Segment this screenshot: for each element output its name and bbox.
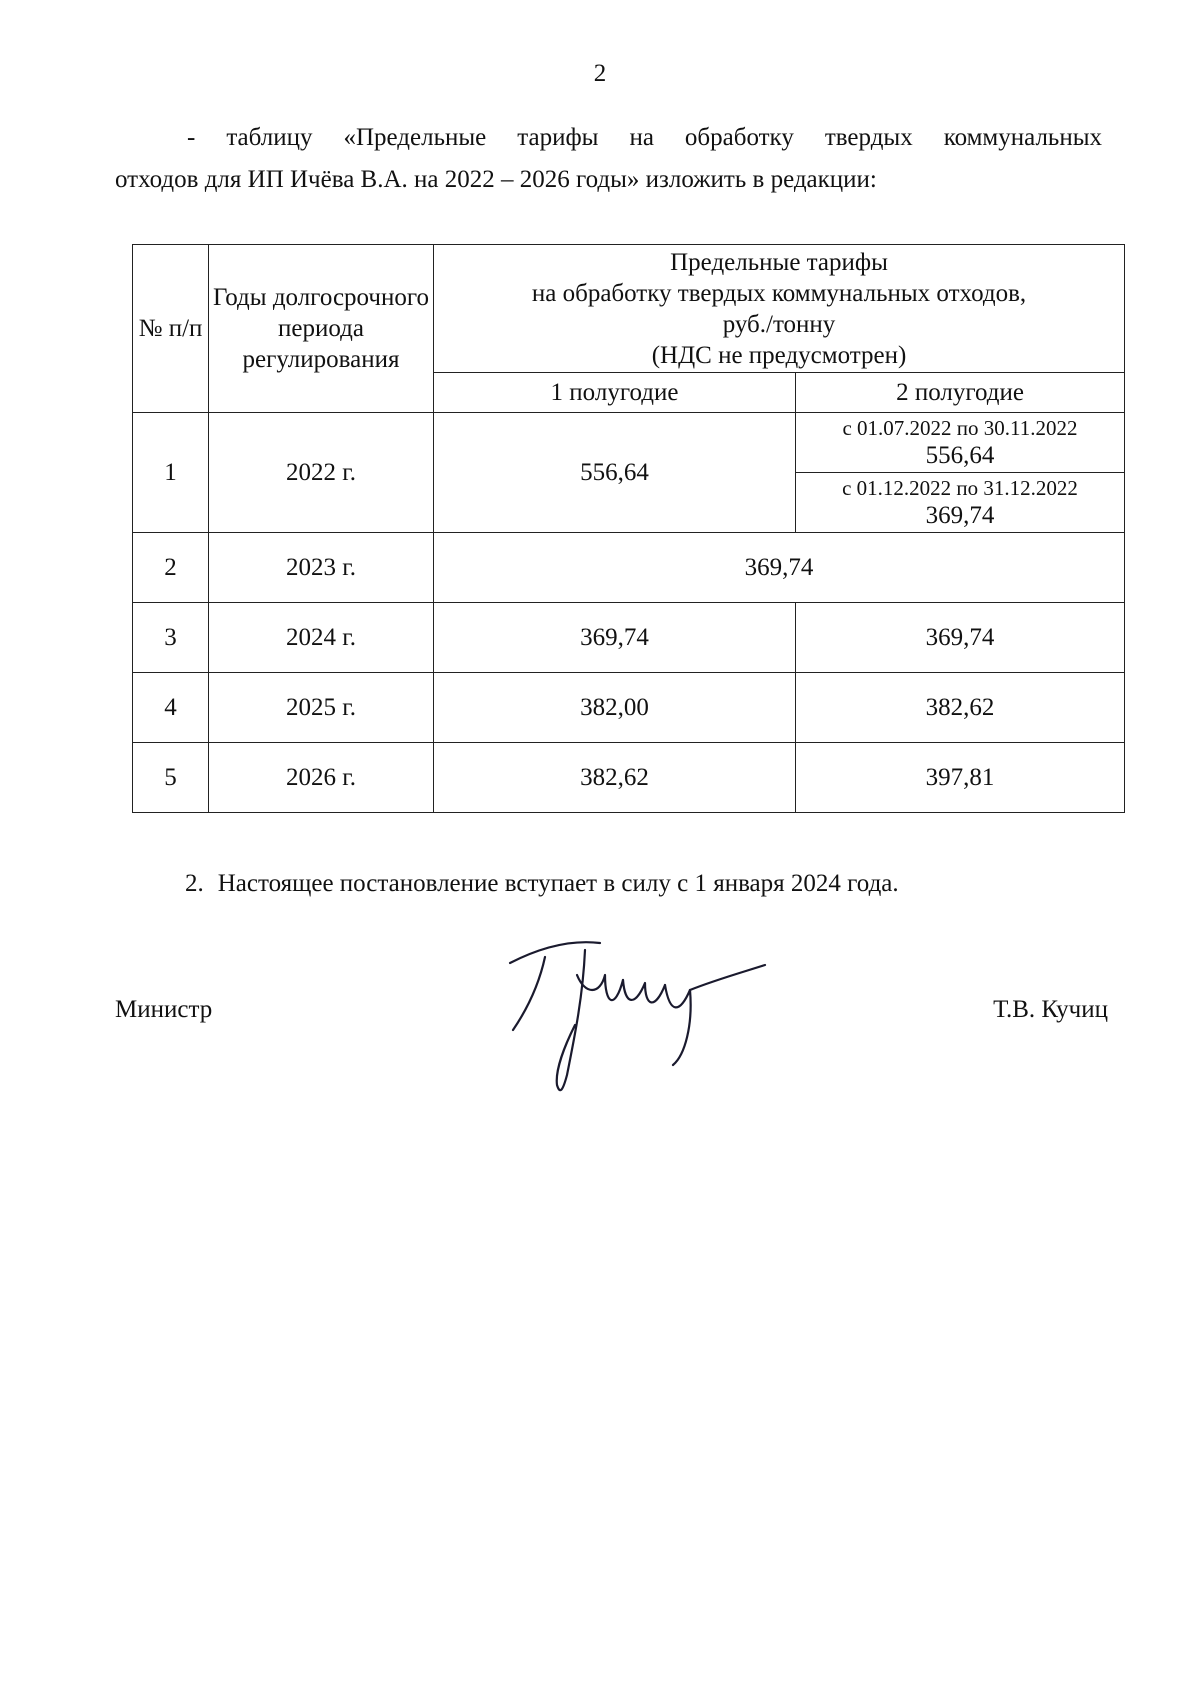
table-row	[133, 603, 1125, 673]
cell-num: 5	[133, 743, 209, 813]
signatory-name: Т.В. Кучиц	[993, 996, 1108, 1023]
header-num: № п/п	[133, 245, 209, 413]
intro-line-1: - таблицу «Предельные тарифы на обработку твердых коммунальных	[187, 124, 1102, 151]
table-header-row	[133, 245, 1125, 373]
handwritten-signature	[505, 935, 805, 1095]
header-tariffs-line-4: (НДС не предусмотрен)	[651, 341, 907, 369]
period-2-value: 369,74	[925, 502, 995, 529]
cell-year: 2026 г.	[209, 743, 434, 813]
period-1-value: 556,64	[925, 442, 995, 469]
clause-2	[185, 870, 899, 898]
header-tariffs-line-2: на обработку твердых коммунальных отходов,	[531, 279, 1027, 307]
intro-line-2: отходов для ИП Ичёва В.А. на 2022 – 2026 годы» изложить в редакции:	[115, 166, 877, 193]
header-tariffs-line-3: руб./тонну	[722, 310, 836, 338]
cell-year: 2022 г.	[209, 413, 434, 533]
header-years: Годы долгосрочного периода регулирования	[209, 245, 434, 413]
cell-num: 1	[133, 413, 209, 533]
tariffs-table	[132, 244, 1125, 813]
cell-half-1: 369,74	[434, 603, 796, 673]
cell-half-1: 556,64	[434, 413, 796, 533]
header-tariffs-line-1: Предельные тарифы	[670, 248, 888, 276]
cell-half-1: 382,62	[434, 743, 796, 813]
cell-half-2-period-2	[796, 473, 1125, 533]
cell-half-2: 382,62	[796, 673, 1125, 743]
cell-half-2: 369,74	[796, 603, 1125, 673]
clause-number: 2.	[185, 870, 204, 897]
header-half-2: 2 полугодие	[796, 373, 1125, 413]
cell-year: 2024 г.	[209, 603, 434, 673]
period-1-label: с 01.07.2022 по 30.11.2022	[842, 416, 1078, 440]
cell-full-year: 369,74	[434, 533, 1125, 603]
cell-half-1: 382,00	[434, 673, 796, 743]
cell-year: 2025 г.	[209, 673, 434, 743]
cell-half-2-period-1	[796, 413, 1125, 473]
clause-text: Настоящее постановление вступает в силу с 1 января 2024 года.	[217, 870, 899, 897]
table-row	[133, 673, 1125, 743]
cell-year: 2023 г.	[209, 533, 434, 603]
table-row	[133, 743, 1125, 813]
cell-num: 4	[133, 673, 209, 743]
header-tariffs	[434, 245, 1125, 373]
header-half-1: 1 полугодие	[434, 373, 796, 413]
intro-paragraph	[115, 117, 1102, 201]
cell-num: 2	[133, 533, 209, 603]
cell-num: 3	[133, 603, 209, 673]
table-row	[133, 533, 1125, 603]
cell-half-2: 397,81	[796, 743, 1125, 813]
table-row	[133, 413, 1125, 473]
page-number: 2	[593, 60, 607, 87]
signatory-role: Министр	[115, 996, 213, 1023]
period-2-label: с 01.12.2022 по 31.12.2022	[842, 476, 1078, 500]
